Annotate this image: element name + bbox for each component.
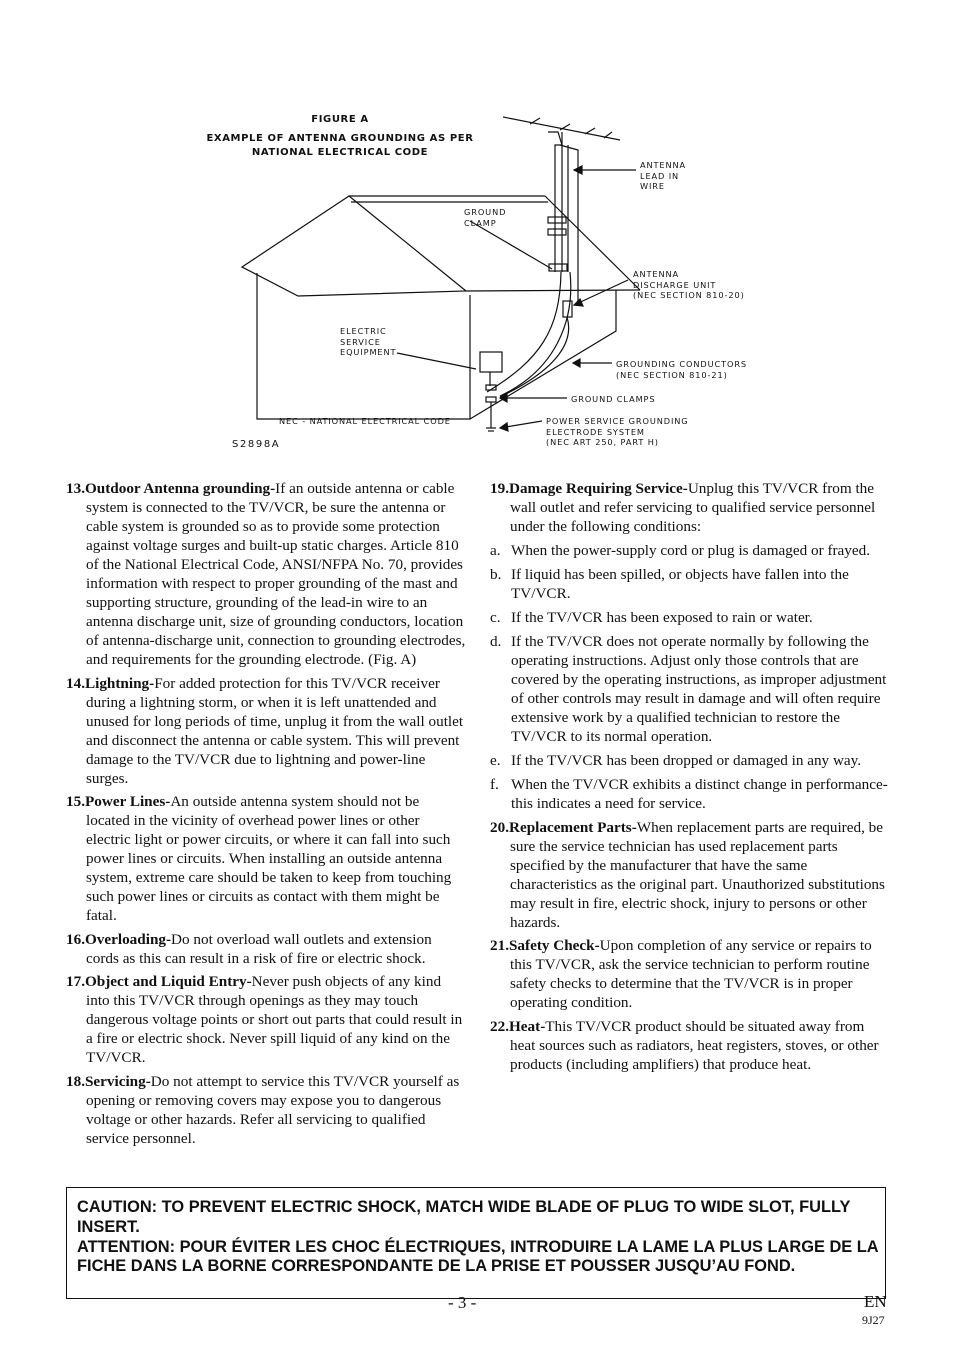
item-heading: 14.Lightning-: [66, 674, 155, 692]
sub-letter: f.: [490, 775, 499, 793]
item-21: [490, 936, 892, 1012]
item-heading: 21.Safety Check-: [490, 937, 600, 954]
item-heading: 15.Power Lines-: [66, 793, 171, 810]
caution-french: ATTENTION: POUR ÉVITER LES CHOC ÉLECTRIQUES, INTRODUIRE LA LAME LA PLUS LARGE DE LA FICHE DANS LA BORNE CORRESPONDANTE DE LA PRISE ET POUSSER JUSQU’AU FOND.: [77, 1237, 879, 1276]
item-13: [66, 479, 466, 669]
item-19-sub-f: [490, 775, 892, 813]
label-antenna-discharge-unit: ANTENNA DISCHARGE UNIT (NEC SECTION 810-20): [633, 269, 745, 301]
item-14: [66, 674, 466, 788]
item-text: Do not overload wall outlets and extension cords as this can result in a risk of fire or electric shock.: [86, 930, 432, 967]
item-text: Never push objects of any kind into this TV/VCR through openings as they may touch dangerous voltage points or short out parts that could result in a fire or electric shock. Never spill liquid of any kind on the TV/VCR.: [86, 973, 463, 1066]
language-code: EN: [864, 1292, 887, 1311]
item-16: [66, 930, 466, 968]
label-power-service-grounding: POWER SERVICE GROUNDING ELECTRODE SYSTEM (NEC ART 250, PART H): [546, 416, 689, 448]
figure-title-2: NATIONAL ELECTRICAL CODE: [251, 147, 429, 158]
item-18: [66, 1072, 466, 1148]
sub-letter: c.: [490, 608, 501, 626]
sub-text: If the TV/VCR has been exposed to rain or water.: [511, 608, 813, 626]
item-19-sub-d: [490, 632, 892, 746]
label-ground-clamps: GROUND CLAMPS: [571, 394, 656, 404]
item-text: Upon completion of any service or repairs to this TV/VCR, ask the service technician to perform routine safety checks to determine that the TV/VCR is in proper operating condition.: [510, 937, 872, 1011]
label-antenna-lead-wire: ANTENNA LEAD IN WIRE: [640, 160, 687, 192]
antenna-grounding-figure: [0, 0, 954, 470]
item-text: When replacement parts are required, be sure the service technician has used replacement parts specified by the manufacturer that have the same characteristics as the original part. Unauthorized substitutions may result in fire, electric shock, injury to persons or other hazards.: [510, 818, 885, 931]
item-19-sub-a: [490, 541, 892, 560]
sub-letter: b.: [490, 565, 502, 583]
item-text: Unplug this TV/VCR from the wall outlet and refer servicing to qualified service personnel under the following conditions:: [510, 480, 876, 535]
figure-code: S2898A: [232, 439, 281, 450]
item-22: [490, 1017, 892, 1074]
sub-letter: a.: [490, 541, 501, 559]
item-heading: 20.Replacement Parts-: [490, 818, 637, 836]
item-text: For added protection for this TV/VCR receiver during a lightning storm, or when it is left unattended and unused for long periods of time, unplug it from the wall outlet and disconnect the antenna or cable system. This will prevent damage to the TV/VCR due to lightning and power-line surges.: [86, 674, 464, 787]
caution-english: CAUTION: TO PREVENT ELECTRIC SHOCK, MATCH WIDE BLADE OF PLUG TO WIDE SLOT, FULLY INSERT.: [77, 1198, 851, 1236]
item-text: An outside antenna system should not be located in the vicinity of overhead power lines or other electric light or power circuits, or where it can fall into such power lines or circuits. When installing an outside antenna system, extreme care should be taken to keep from touching such power lines or circuits as contact with them might be fatal.: [86, 793, 452, 924]
sub-letter: e.: [490, 751, 501, 769]
item-text: Do not attempt to service this TV/VCR yourself as opening or removing covers may expose you to dangerous voltage or other hazards. Refer all servicing to qualified service personnel.: [86, 1072, 460, 1147]
document-code: 9J27: [862, 1313, 885, 1327]
label-ground-clamp: GROUND CLAMP: [464, 207, 507, 228]
item-text: If an outside antenna or cable system is connected to the TV/VCR, be sure the antenna or cable system is grounded so as to provide some protection against voltage surges and built-up static charges. Article 810 of the National Electrical Code, ANSI/NFPA No. 70, provides information with respect to proper grounding of the mast and supporting structure, grounding of the lead-in wire to an antenna discharge unit, size of grounding conductors, location of antenna-discharge unit, connection to grounding electrodes, and requirements for the grounding electrode. (Fig. A): [86, 480, 466, 668]
sub-text: When the power-supply cord or plug is damaged or frayed.: [511, 541, 871, 559]
caution-box: [66, 1187, 886, 1299]
item-text: This TV/VCR product should be situated away from heat sources such as radiators, heat registers, stoves, or other products (including amplifiers) that produce heat.: [510, 1017, 879, 1073]
item-15: [66, 792, 466, 925]
left-column: [66, 479, 466, 1152]
sub-text: When the TV/VCR exhibits a distinct change in performance-this indicates a need for service.: [511, 775, 888, 812]
figure-label: FIGURE A: [311, 114, 369, 125]
house-antenna-diagram: [0, 0, 954, 470]
right-column: [490, 479, 892, 1078]
item-19-sub-c: [490, 608, 892, 627]
sub-letter: d.: [490, 632, 502, 650]
item-heading: 17.Object and Liquid Entry-: [66, 973, 252, 990]
item-17: [66, 972, 466, 1067]
figure-title: EXAMPLE OF ANTENNA GROUNDING AS PER: [206, 133, 474, 144]
sub-text: If liquid has been spilled, or objects have fallen into the TV/VCR.: [511, 565, 849, 602]
item-heading: 22.Heat-: [490, 1017, 546, 1035]
item-19-sub-b: [490, 565, 892, 603]
item-19: [490, 479, 892, 536]
item-heading: 13.Outdoor Antenna grounding-: [66, 480, 276, 497]
label-grounding-conductors: GROUNDING CONDUCTORS (NEC SECTION 810-21): [616, 359, 748, 380]
item-heading: 18.Servicing-: [66, 1072, 151, 1090]
item-19-sub-e: [490, 751, 892, 770]
item-20: [490, 818, 892, 932]
label-electric-service-equipment: ELECTRIC SERVICE EQUIPMENT: [340, 326, 397, 358]
item-heading: 16.Overloading-: [66, 930, 172, 948]
sub-text: If the TV/VCR has been dropped or damaged in any way.: [511, 751, 862, 769]
page-number: - 3 -: [448, 1293, 477, 1312]
item-heading: 19.Damage Requiring Service-: [490, 480, 688, 497]
sub-text: If the TV/VCR does not operate normally by following the operating instructions. Adjust only those controls that are covered by the operating instructions, as improper adjustment of other controls may result in damage and will often require extensive work by a qualified technician to restore the TV/VCR to its normal operation.: [511, 632, 887, 745]
label-nec: NEC - NATIONAL ELECTRICAL CODE: [279, 416, 451, 426]
